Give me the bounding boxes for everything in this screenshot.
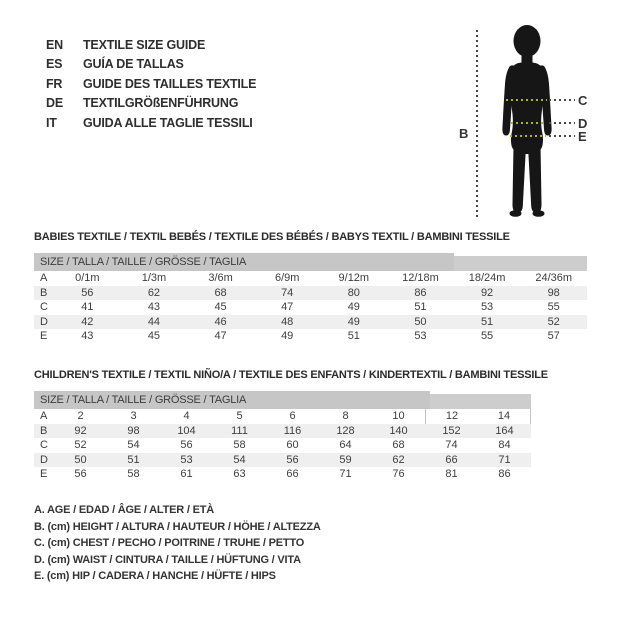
value-cell: 53 (414, 330, 427, 343)
language-title-list (46, 36, 256, 133)
value-cell: 53 (180, 453, 193, 466)
language-code: DE (46, 96, 63, 111)
chest-measure-line-c (506, 99, 547, 101)
value-cell: 51 (127, 453, 140, 466)
value-cell: 49 (347, 315, 360, 328)
row-label: A (40, 272, 48, 284)
value-cell: 41 (81, 301, 94, 314)
value-cell: 52 (547, 315, 560, 328)
value-cell: 10 (392, 410, 405, 422)
value-cell: 47 (214, 330, 227, 343)
value-cell: 56 (286, 453, 299, 466)
band-shade-artifact (430, 391, 531, 409)
table-row-B (34, 424, 531, 439)
value-cell: 3 (130, 410, 137, 422)
language-code: IT (46, 115, 57, 130)
value-cell: 68 (214, 286, 227, 299)
table-row-A (34, 271, 587, 286)
value-cell: 164 (495, 424, 514, 437)
waist-measure-line-d (511, 122, 545, 124)
value-cell: 43 (147, 301, 161, 314)
language-code: ES (46, 57, 63, 72)
chest-leader-line-c (549, 99, 575, 101)
row-label: D (40, 315, 48, 328)
value-cell: 61 (180, 468, 193, 481)
value-cell: 140 (389, 424, 408, 437)
value-cell: 55 (480, 330, 494, 343)
row-label: D (40, 453, 48, 466)
value-cell: 6 (289, 410, 296, 422)
value-cell: 86 (414, 286, 427, 299)
value-cell: 24/36m (535, 272, 573, 284)
value-cell: 2 (77, 410, 84, 422)
value-cell: 71 (339, 468, 352, 481)
babies-size-table (34, 253, 587, 344)
value-cell: 6/9m (274, 272, 300, 284)
value-cell: 128 (336, 424, 355, 437)
value-cell: 14 (478, 409, 531, 424)
value-cell: 152 (442, 424, 461, 437)
size-header-label: SIZE / TALLA / TAILLE / GRÖSSE / TAGLIA (40, 256, 247, 268)
language-code: EN (46, 38, 63, 52)
legend-item: C. (cm) CHEST / PECHO / POITRINE / TRUHE / PETTO (34, 537, 305, 549)
value-cell: 9/12m (338, 272, 370, 284)
value-cell: 64 (339, 439, 352, 452)
language-row (46, 94, 256, 113)
value-cell: 49 (281, 330, 294, 343)
value-cell: 49 (347, 301, 360, 314)
value-cell: 48 (281, 315, 294, 328)
band-shade-artifact (454, 253, 587, 271)
value-cell: 98 (547, 286, 560, 299)
value-cell: 76 (392, 468, 405, 481)
language-title: GUIDA ALLE TAGLIE TESSILI (83, 115, 253, 130)
value-cell: 81 (445, 468, 458, 481)
row-label: B (40, 286, 48, 299)
size-header-label: SIZE / TALLA / TAILLE / GRÖSSE / TAGLIA (40, 394, 247, 406)
legend-item: A. AGE / EDAD / ÂGE / ALTER / ETÀ (34, 504, 215, 516)
value-cell: 92 (74, 424, 87, 437)
value-cell: 84 (498, 439, 511, 452)
legend-item: E. (cm) HIP / CADERA / HANCHE / HÜFTE / HIPS (34, 570, 276, 582)
value-cell: 62 (392, 453, 405, 466)
value-cell: 46 (214, 315, 227, 328)
children-size-table (34, 391, 531, 482)
value-cell: 58 (233, 439, 246, 452)
value-cell: 59 (339, 453, 352, 466)
value-cell: 44 (147, 315, 161, 328)
language-code: FR (46, 76, 63, 91)
value-cell: 42 (81, 315, 94, 328)
label-d: D (578, 116, 588, 131)
table-row-A (34, 409, 531, 424)
value-cell: 1/3m (141, 272, 167, 284)
value-cell: 12/18m (402, 272, 439, 284)
table-row-E (34, 329, 587, 344)
value-cell: 80 (347, 286, 360, 299)
value-cell: 43 (81, 330, 94, 343)
value-cell: 116 (283, 424, 302, 437)
value-cell: 92 (480, 286, 494, 299)
label-b: B (459, 126, 469, 141)
value-cell: 8 (342, 410, 349, 422)
row-label: C (40, 439, 48, 452)
babies-section-title: BABIES TEXTILE / TEXTIL BEBÉS / TEXTILE DES BÉBÉS / BABYS TEXTIL / BAMBINI TESSILE (34, 231, 510, 243)
row-label: E (40, 330, 48, 343)
value-cell: 62 (147, 286, 161, 299)
value-cell: 5 (236, 410, 243, 422)
value-cell: 55 (547, 301, 560, 314)
value-cell: 74 (281, 286, 294, 299)
table-row-D (34, 315, 587, 330)
language-row (46, 114, 256, 133)
value-cell: 50 (74, 453, 87, 466)
legend-item: B. (cm) HEIGHT / ALTURA / HAUTEUR / HÖHE / ALTEZZA (34, 520, 321, 533)
value-cell: 71 (498, 453, 511, 466)
value-cell: 104 (177, 424, 196, 437)
row-label: C (40, 301, 48, 314)
table-row-C (34, 438, 531, 453)
value-cell: 98 (127, 424, 140, 437)
value-cell: 53 (480, 301, 494, 314)
label-e: E (578, 129, 587, 144)
height-measure-line-b (476, 30, 478, 218)
value-cell: 3/6m (208, 272, 233, 284)
children-section-title: CHILDREN'S TEXTILE / TEXTIL NIÑO/A / TEXTILE DES ENFANTS / KINDERTEXTIL / BAMBINI TESSILE (34, 369, 548, 381)
value-cell: 54 (233, 453, 246, 466)
value-cell: 50 (414, 315, 427, 328)
value-cell: 66 (286, 468, 299, 481)
measurement-legend (34, 502, 321, 585)
table-row-E (34, 467, 531, 482)
hip-measure-line-e (510, 135, 546, 137)
value-cell: 45 (147, 330, 161, 343)
language-title: GUIDE DES TAILLES TEXTILE (83, 76, 257, 91)
language-row (46, 75, 256, 94)
size-header-band (34, 253, 587, 271)
value-cell: 56 (74, 468, 87, 481)
value-cell: 68 (392, 439, 405, 452)
value-cell: 60 (286, 439, 299, 452)
waist-leader-line-d (549, 122, 575, 124)
value-cell: 111 (231, 424, 248, 437)
table-row-B (34, 286, 587, 301)
language-title: TEXTILGRÖßENFÜHRUNG (83, 96, 239, 111)
value-cell: 51 (414, 301, 427, 314)
value-cell: 4 (183, 410, 190, 422)
language-title: GUÍA DE TALLAS (83, 57, 184, 72)
row-label: B (40, 424, 48, 437)
language-row (46, 55, 256, 74)
value-cell: 51 (347, 330, 360, 343)
value-cell: 86 (498, 468, 511, 481)
label-c: C (578, 93, 588, 108)
table-row-C (34, 300, 587, 315)
row-label: E (40, 468, 48, 481)
value-cell: 74 (445, 439, 458, 452)
value-cell: 56 (81, 286, 94, 299)
value-cell: 57 (547, 330, 560, 343)
value-cell: 66 (445, 453, 458, 466)
language-row (46, 36, 256, 55)
value-cell: 56 (180, 439, 193, 452)
value-cell: 52 (74, 439, 87, 452)
value-cell: 54 (127, 439, 140, 452)
hip-leader-line-e (549, 135, 575, 137)
legend-item: D. (cm) WAIST / CINTURA / TAILLE / HÜFTUNG / VITA (34, 553, 301, 566)
value-cell: 12 (425, 409, 478, 424)
value-cell: 0/1m (75, 272, 100, 284)
value-cell: 18/24m (468, 272, 506, 284)
size-header-band (34, 391, 531, 409)
value-cell: 51 (480, 315, 494, 328)
language-title: TEXTILE SIZE GUIDE (83, 38, 206, 52)
value-cell: 45 (214, 301, 227, 314)
row-label: A (40, 410, 48, 422)
table-row-D (34, 453, 531, 468)
value-cell: 58 (127, 468, 140, 481)
value-cell: 47 (281, 301, 294, 314)
value-cell: 63 (233, 468, 246, 481)
